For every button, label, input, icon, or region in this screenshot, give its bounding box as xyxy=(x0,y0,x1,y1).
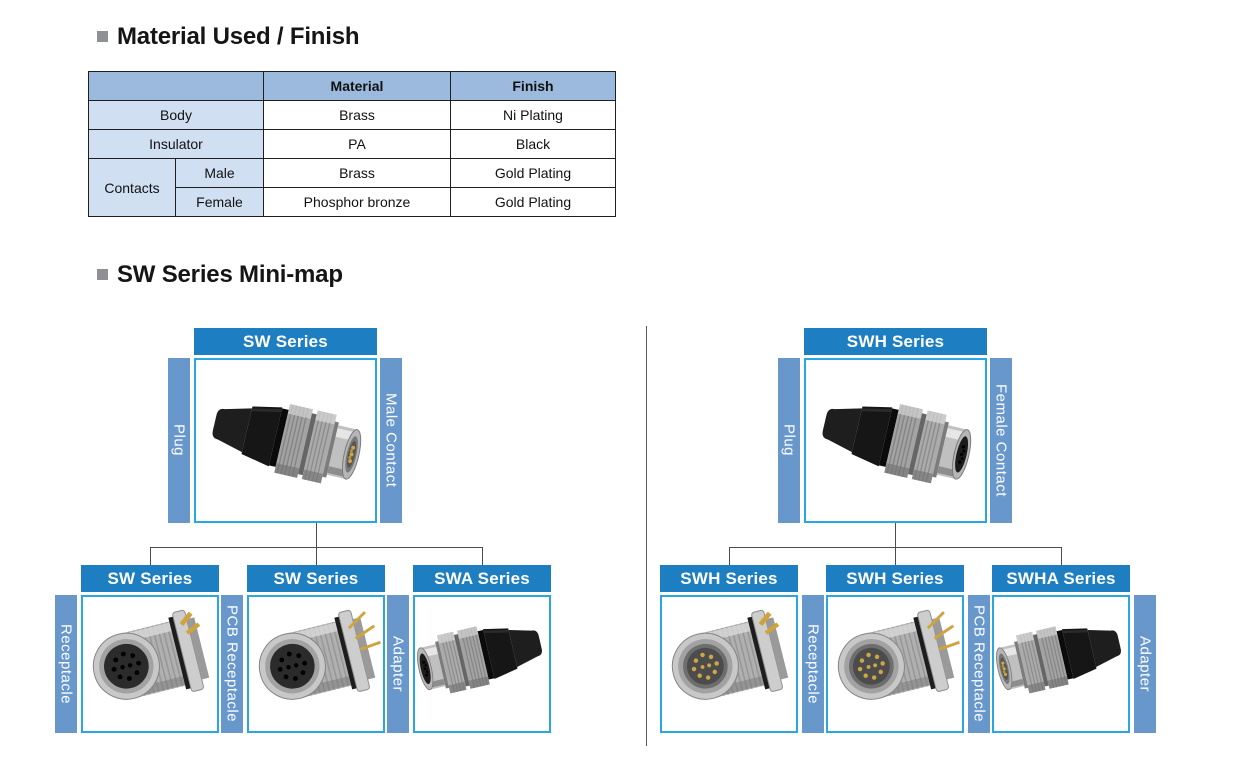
sw-receptacle-type-bar xyxy=(55,595,77,733)
sw-pcb-receptacle-type-bar xyxy=(221,595,243,733)
section-bullet-icon xyxy=(97,269,108,280)
sw-receptacle-photo xyxy=(81,595,219,733)
swa-adapter-header: SWA Series xyxy=(413,565,551,592)
swha-adapter-photo xyxy=(992,595,1130,733)
minimap-section-title: SW Series Mini-map xyxy=(117,261,343,288)
male-adapter-connector-photo xyxy=(994,597,1128,731)
sw-root-contact-bar xyxy=(380,358,402,523)
table-header-material: Material xyxy=(264,72,451,101)
table-row xyxy=(89,159,616,188)
insulator-material: PA xyxy=(264,130,451,159)
swh-plug-photo xyxy=(804,358,987,523)
swh-root-contact-label: Female Contact xyxy=(992,384,1010,497)
row-label-contacts: Contacts xyxy=(89,159,176,217)
swh-root-contact-bar xyxy=(990,358,1012,523)
swh-series-tree xyxy=(660,328,1160,734)
sw-pcb-receptacle-type-label: PCB Receptacle xyxy=(223,605,241,723)
row-label-female: Female xyxy=(176,188,264,217)
female-receptacle-connector-photo xyxy=(83,597,217,731)
swh-pcb-receptacle-type-label: PCB Receptacle xyxy=(970,605,988,723)
swa-adapter-photo xyxy=(413,595,551,733)
table-row xyxy=(89,101,616,130)
table-header-blank xyxy=(89,72,264,101)
tree-connector-line xyxy=(729,547,1062,548)
sw-root-header: SW Series xyxy=(194,328,377,355)
row-label-body: Body xyxy=(89,101,264,130)
swa-adapter-type-label: Adapter xyxy=(389,635,407,693)
sw-pcb-receptacle-header: SW Series xyxy=(247,565,385,592)
row-label-insulator: Insulator xyxy=(89,130,264,159)
swh-root-type-label: Plug xyxy=(780,424,798,457)
sw-root-contact-label: Male Contact xyxy=(382,393,400,488)
swha-adapter-type-label: Adapter xyxy=(1136,635,1154,693)
table-header-row xyxy=(89,72,616,101)
minimap-vertical-divider xyxy=(646,326,647,746)
tree-connector-line xyxy=(895,523,896,565)
swh-root-type-bar xyxy=(778,358,800,523)
sw-plug-photo xyxy=(194,358,377,523)
swh-receptacle-type-bar xyxy=(802,595,824,733)
swh-pcb-receptacle-photo xyxy=(826,595,964,733)
tree-connector-line xyxy=(150,547,151,565)
swa-adapter-type-bar xyxy=(387,595,409,733)
swh-receptacle-photo xyxy=(660,595,798,733)
insulator-finish: Black xyxy=(451,130,616,159)
material-finish-table xyxy=(88,71,616,217)
tree-connector-line xyxy=(729,547,730,565)
swha-adapter-type-bar xyxy=(1134,595,1156,733)
swha-adapter-header: SWHA Series xyxy=(992,565,1130,592)
female-plug-connector-photo xyxy=(806,360,985,521)
table-header-finish: Finish xyxy=(451,72,616,101)
body-finish: Ni Plating xyxy=(451,101,616,130)
swh-pcb-receptacle-header: SWH Series xyxy=(826,565,964,592)
sw-pcb-receptacle-photo xyxy=(247,595,385,733)
body-material: Brass xyxy=(264,101,451,130)
contacts-male-material: Brass xyxy=(264,159,451,188)
swh-pcb-receptacle-type-bar xyxy=(968,595,990,733)
tree-connector-line xyxy=(1061,547,1062,565)
sw-root-type-label: Plug xyxy=(170,424,188,457)
female-pcb-receptacle-connector-photo xyxy=(249,597,383,731)
female-adapter-connector-photo xyxy=(415,597,549,731)
sw-root-type-bar xyxy=(168,358,190,523)
tree-connector-line xyxy=(150,547,483,548)
material-section-title: Material Used / Finish xyxy=(117,23,360,50)
tree-connector-line xyxy=(316,523,317,565)
sw-receptacle-type-label: Receptacle xyxy=(57,623,75,705)
swh-receptacle-type-label: Receptacle xyxy=(804,623,822,705)
contacts-male-finish: Gold Plating xyxy=(451,159,616,188)
sw-series-tree xyxy=(55,328,555,734)
male-plug-connector-photo xyxy=(196,360,375,521)
row-label-male: Male xyxy=(176,159,264,188)
contacts-female-finish: Gold Plating xyxy=(451,188,616,217)
swh-root-header: SWH Series xyxy=(804,328,987,355)
contacts-female-material: Phosphor bronze xyxy=(264,188,451,217)
sw-receptacle-header: SW Series xyxy=(81,565,219,592)
male-pcb-receptacle-connector-photo xyxy=(828,597,962,731)
section-bullet-icon xyxy=(97,31,108,42)
table-row xyxy=(89,130,616,159)
swh-receptacle-header: SWH Series xyxy=(660,565,798,592)
male-receptacle-connector-photo xyxy=(662,597,796,731)
tree-connector-line xyxy=(482,547,483,565)
